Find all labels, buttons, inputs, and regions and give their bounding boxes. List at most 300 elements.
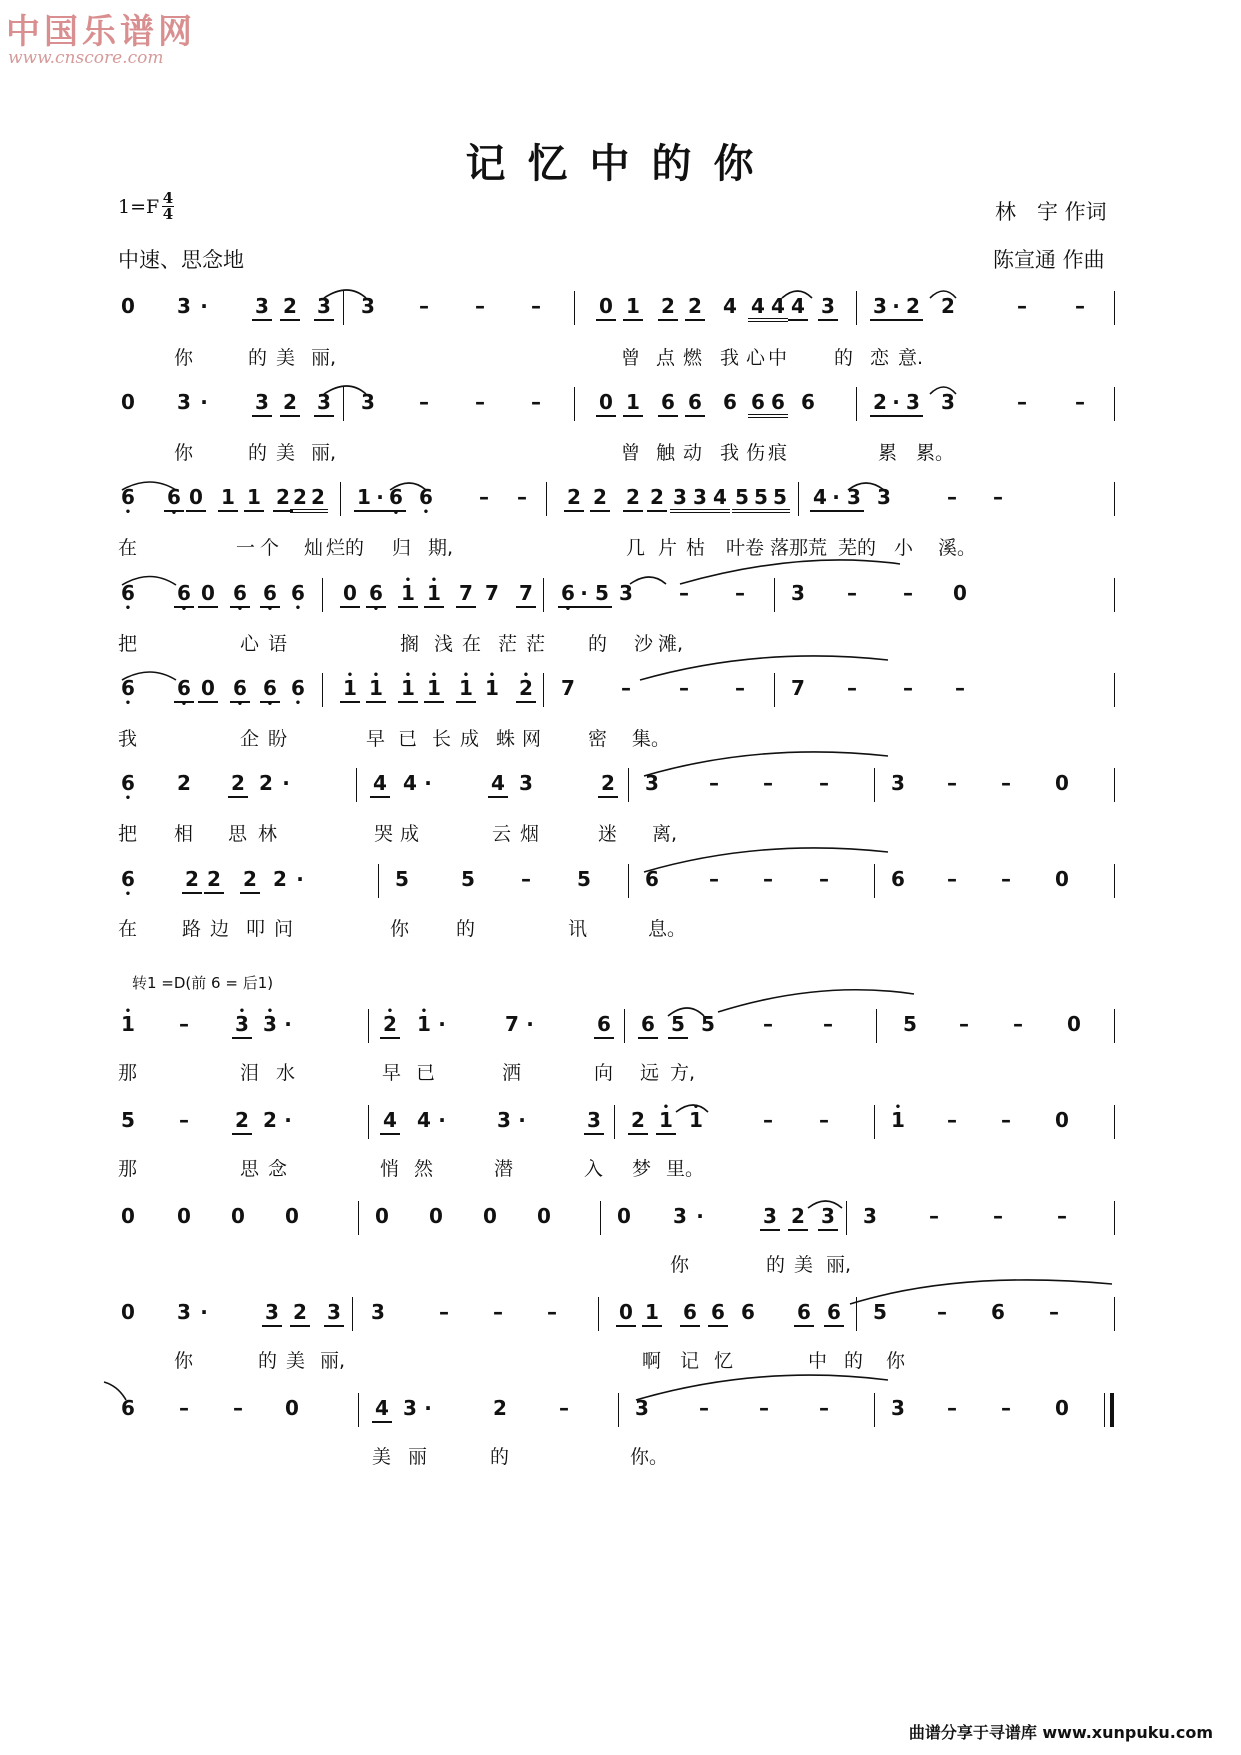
note: – [819, 1108, 829, 1132]
note: 6 [121, 1396, 135, 1420]
note: – [1075, 294, 1085, 318]
note: 1 [354, 485, 374, 512]
note: · [438, 1108, 446, 1132]
modulation-marking: 转1 =D(前 6 = 后1) [132, 974, 274, 992]
note: – [679, 581, 689, 605]
note: 6 [768, 390, 788, 418]
note: – [763, 867, 773, 891]
note: • 1 [888, 1108, 908, 1132]
note: 0 [1055, 867, 1069, 891]
note: 1 [623, 390, 643, 417]
note: · [200, 1300, 208, 1324]
lyric: 你 [390, 918, 410, 940]
lyric: 丽, [826, 1254, 852, 1276]
note: 3 [690, 485, 710, 513]
lyric: 茫 [526, 633, 546, 655]
note: • 1 [424, 676, 444, 703]
note: 2 [647, 485, 667, 512]
lyric: 相 [174, 823, 194, 845]
note: 5 [577, 867, 591, 891]
note: 5 [395, 867, 409, 891]
composer-credit: 陈宣通 作曲 [993, 248, 1105, 272]
note: • 1 [366, 676, 386, 703]
note: · [438, 1012, 446, 1036]
slur [930, 291, 956, 298]
note: – [959, 1012, 969, 1036]
note: • 1 [656, 1108, 676, 1135]
note: – [233, 1396, 243, 1420]
lyric: 中 [808, 1350, 828, 1372]
note: 6 [638, 1012, 658, 1039]
note: – [1001, 771, 1011, 795]
note: 1 [244, 485, 264, 512]
lyric: 盼 [268, 728, 288, 750]
note: 3 [584, 1108, 604, 1135]
note: 6 [685, 390, 705, 417]
note: 7 [505, 1012, 519, 1036]
note: · [282, 771, 290, 795]
lyric: 心 [746, 347, 766, 369]
note: 0 [429, 1204, 443, 1228]
lyric: 思 [240, 1158, 260, 1180]
slur [644, 752, 888, 776]
note: – [679, 676, 689, 700]
lyric: 潜 [494, 1158, 514, 1180]
lyric: 燃 [683, 347, 703, 369]
lyric: 边 [210, 918, 230, 940]
note: – [1075, 390, 1085, 414]
note: – [493, 1300, 503, 1324]
note: 3 [497, 1108, 511, 1132]
note: 6 [794, 1300, 814, 1327]
note: 3 [252, 390, 272, 417]
lyric: 网 [522, 728, 542, 750]
slur [122, 577, 176, 586]
note: 3 [252, 294, 272, 321]
note: 0 [340, 581, 360, 608]
slur [808, 1201, 842, 1208]
slur [630, 577, 666, 584]
slur [324, 386, 366, 394]
note: 6 • [366, 581, 386, 608]
note: 0 [121, 1300, 135, 1324]
note: 6 • [558, 581, 578, 608]
note: – [479, 485, 489, 509]
note: • 1 [340, 676, 360, 703]
note: · [200, 390, 208, 414]
note: – [955, 676, 965, 700]
lyric: 你 [174, 1350, 194, 1372]
note: 0 [596, 390, 616, 417]
note: – [1001, 867, 1011, 891]
note: 6 • [164, 485, 184, 512]
note: 3 [891, 771, 905, 795]
note: 5 [592, 581, 612, 608]
note: 6 [708, 1300, 728, 1327]
lyric: 叩 [246, 918, 266, 940]
note: 2 [232, 1108, 252, 1135]
note: 6 • [118, 485, 138, 509]
slur [104, 1382, 126, 1400]
note: – [559, 1396, 569, 1420]
note: 3 [361, 390, 375, 414]
lyricist-credit: 林 宇 作词 [995, 200, 1107, 224]
note: 3 [361, 294, 375, 318]
lyric: 美 [276, 347, 296, 369]
note: • 2 [380, 1012, 400, 1039]
note: 5 [461, 867, 475, 891]
note: – [1013, 1012, 1023, 1036]
slur [640, 656, 888, 680]
lyric: 你 [670, 1254, 690, 1276]
note: 0 [1067, 1012, 1081, 1036]
lyric: 念 [268, 1158, 288, 1180]
note: 7 [516, 581, 536, 608]
note: – [475, 294, 485, 318]
slur [848, 483, 884, 490]
lyric: 路 [182, 918, 202, 940]
note: 2 [182, 867, 202, 894]
note: – [819, 867, 829, 891]
note: – [1057, 1204, 1067, 1228]
note: 4 [810, 485, 830, 512]
lyric: 丽 [408, 1446, 428, 1468]
note: 4 [788, 294, 808, 321]
note: 6 • [386, 485, 406, 512]
note: 0 [616, 1300, 636, 1327]
note: – [993, 1204, 1003, 1228]
note: 3 [818, 294, 838, 321]
lyric: 一 [236, 537, 256, 559]
lyric: 泪 [240, 1062, 260, 1084]
note: 0 [198, 676, 218, 703]
lyric: 滩, [658, 633, 684, 655]
note: 2 [228, 771, 248, 798]
note: 6 • [260, 676, 280, 703]
note: – [621, 676, 631, 700]
lyric: 我 [720, 347, 740, 369]
lyric: 烟 [520, 823, 540, 845]
note: 2 [263, 1108, 277, 1132]
note: – [709, 867, 719, 891]
lyric: 的 [258, 1350, 278, 1372]
lyric: 你。 [630, 1446, 669, 1468]
lyric: 归 [392, 537, 412, 559]
note: 6 • [416, 485, 436, 509]
slur [668, 1008, 704, 1016]
note: 6 • [118, 676, 138, 700]
note: 6 • [174, 581, 194, 608]
note: – [1001, 1108, 1011, 1132]
note: 2 [273, 485, 293, 512]
note: • 1 [424, 581, 444, 608]
note: 0 [121, 1204, 135, 1228]
time-bottom: 4 [162, 205, 174, 223]
note: 6 [991, 1300, 1005, 1324]
note: · [296, 867, 304, 891]
note: • 1 [398, 676, 418, 703]
lyric: 你 [886, 1350, 906, 1372]
note: 2 [280, 390, 300, 417]
note: 0 [375, 1204, 389, 1228]
note: 3 [635, 1396, 649, 1420]
lyric: 在 [118, 918, 138, 940]
lyric: 美 [276, 442, 296, 464]
slur [850, 1280, 1112, 1304]
lyric: 累 [878, 442, 898, 464]
lyric: 搁 [400, 633, 420, 655]
lyric: 痕 [768, 442, 788, 464]
note: 1 [642, 1300, 662, 1327]
note: 0 [1055, 1396, 1069, 1420]
note: 6 • [174, 676, 194, 703]
lyric: 丽, [320, 1350, 346, 1372]
lyric: 片 [658, 537, 678, 559]
note: 4 [372, 1396, 392, 1423]
lyric: 讯 [568, 918, 588, 940]
note: 0 [483, 1204, 497, 1228]
note: 3 [403, 1396, 417, 1420]
lyric: 在 [462, 633, 482, 655]
lyric: 中 [768, 347, 788, 369]
key-signature: 1=F [118, 196, 160, 218]
note: 4 [370, 771, 390, 798]
slur [644, 848, 888, 872]
note: 6 [741, 1300, 755, 1324]
note: • 2 [516, 676, 536, 703]
lyric: 曾 [621, 347, 641, 369]
note: – [947, 485, 957, 509]
note: 6 • [118, 867, 138, 891]
lyric: 向 [594, 1062, 614, 1084]
note: 6 [723, 390, 737, 414]
note: – [903, 581, 913, 605]
note: 0 [1055, 771, 1069, 795]
note: – [847, 676, 857, 700]
note: 2 [628, 1108, 648, 1135]
note: – [759, 1396, 769, 1420]
note: – [419, 390, 429, 414]
note: – [735, 676, 745, 700]
slur [676, 1105, 708, 1112]
note: 3 [645, 771, 659, 795]
lyric: 意. [898, 347, 924, 369]
note: 2 [903, 294, 923, 321]
note: – [439, 1300, 449, 1324]
lyric: 成 [400, 823, 420, 845]
note: 0 [177, 1204, 191, 1228]
note: • 3 [260, 1012, 280, 1036]
note: 5 [121, 1108, 135, 1132]
lyric: 企 [240, 728, 260, 750]
page-title: 记忆中的你 [465, 141, 776, 187]
note: 0 [121, 294, 135, 318]
note: 7 [456, 581, 476, 608]
lyric: 丽, [311, 347, 337, 369]
lyric: 洒 [502, 1062, 522, 1084]
lyric: 溪。 [938, 537, 977, 559]
lyric: 离, [652, 823, 678, 845]
note: – [947, 867, 957, 891]
note: 2 [590, 485, 610, 512]
note: · [370, 485, 390, 512]
note: – [179, 1012, 189, 1036]
note: – [531, 294, 541, 318]
note: 0 [596, 294, 616, 321]
note: – [929, 1204, 939, 1228]
note: – [531, 390, 541, 414]
lyric: 入 [584, 1158, 604, 1180]
note: – [847, 581, 857, 605]
note: – [993, 485, 1003, 509]
lyric: 期, [428, 537, 454, 559]
lyric: 美 [794, 1254, 814, 1276]
note: 6 [594, 1012, 614, 1039]
lyric: 你 [174, 442, 194, 464]
note: · [574, 581, 594, 608]
lyric: 动 [683, 442, 703, 464]
lyric: 把 [118, 823, 138, 845]
note: 3 [314, 294, 334, 321]
note: 3 [877, 485, 891, 509]
lyric: 我 [720, 442, 740, 464]
note: 0 [231, 1204, 245, 1228]
note: 1 [623, 294, 643, 321]
lyric: 问 [274, 918, 294, 940]
note: – [937, 1300, 947, 1324]
lyric: 丽, [311, 442, 337, 464]
note: – [947, 1108, 957, 1132]
lyric: 几 [626, 537, 646, 559]
note: · [284, 1012, 292, 1036]
note: – [763, 1108, 773, 1132]
note: 3 [891, 1396, 905, 1420]
note: 4 [417, 1108, 431, 1132]
note: 4 [403, 771, 417, 795]
slur [680, 560, 900, 584]
lyric: 啊 [642, 1350, 662, 1372]
note: 4 [748, 294, 768, 322]
note: 0 [617, 1204, 631, 1228]
note: 3 [863, 1204, 877, 1228]
note: – [517, 485, 527, 509]
note: 2 [290, 485, 310, 513]
note: 5 [732, 485, 752, 513]
note: 2 [941, 294, 955, 318]
note: 3 [818, 1204, 838, 1231]
note: 0 [285, 1396, 299, 1420]
note: 3 [314, 390, 334, 417]
note: · [518, 1108, 526, 1132]
slur [718, 990, 914, 1012]
note: • 3 [232, 1012, 252, 1039]
lyric: 个 [260, 537, 280, 559]
note: 0 [1055, 1108, 1069, 1132]
note: • 1 [414, 1012, 434, 1036]
note: 2 [623, 485, 643, 512]
time-top: 4 [162, 189, 174, 207]
note: • 1 [456, 676, 476, 703]
note: – [179, 1108, 189, 1132]
note: 1 [218, 485, 238, 512]
note: · [886, 294, 906, 321]
lyric: 你 [174, 347, 194, 369]
lyric: 茫 [498, 633, 518, 655]
note: 5 [873, 1300, 887, 1324]
lyric: 美 [286, 1350, 306, 1372]
note: 6 [824, 1300, 844, 1327]
lyric: 蛛 [496, 728, 516, 750]
note: · [284, 1108, 292, 1132]
note: 6 [748, 390, 768, 418]
note: 2 [273, 867, 287, 891]
lyric: 的 [248, 347, 268, 369]
note: 3 [177, 1300, 191, 1324]
lyric: 把 [118, 633, 138, 655]
lyric: 芜的 [838, 537, 877, 559]
note: 5 [903, 1012, 917, 1036]
note: – [819, 1396, 829, 1420]
note: 0 [537, 1204, 551, 1228]
lyric: 记 [680, 1350, 700, 1372]
note: – [763, 771, 773, 795]
note: 7 [791, 676, 805, 700]
note: 2 [598, 771, 618, 798]
lyric: 林 [258, 823, 278, 845]
note: 6 • [288, 581, 308, 605]
note: – [735, 581, 745, 605]
note: 7 [485, 581, 499, 605]
note: 3 [670, 485, 690, 513]
note: 0 [121, 390, 135, 414]
note: 3 [903, 390, 923, 417]
lyric: 落那荒 [770, 537, 828, 559]
lyric: 的 [844, 1350, 864, 1372]
note: 5 [701, 1012, 715, 1036]
lyric: 浅 [434, 633, 454, 655]
lyric: 那 [118, 1062, 138, 1084]
lyric: 的 [248, 442, 268, 464]
lyric: 集。 [632, 728, 671, 750]
lyric: 的 [834, 347, 854, 369]
lyric: 恋 [870, 347, 890, 369]
note: 6 • [288, 676, 308, 700]
tempo-marking: 中速、思念地 [118, 248, 244, 272]
note: – [1049, 1300, 1059, 1324]
note: 2 [870, 390, 890, 417]
note: 4 [380, 1108, 400, 1135]
note: 2 [204, 867, 224, 894]
lyric: 点 [656, 347, 676, 369]
note: · [200, 294, 208, 318]
lyric: 云 [492, 823, 512, 845]
lyric: 美 [372, 1446, 392, 1468]
note: 2 [564, 485, 584, 512]
note: 5 [668, 1012, 688, 1039]
note: 3 [177, 390, 191, 414]
lyric: 心 [240, 633, 260, 655]
lyric: 叶卷 [726, 537, 765, 559]
note: 6 • [260, 581, 280, 608]
lyric: 我 [118, 728, 138, 750]
lyric: 早 [382, 1062, 402, 1084]
note: 4 [723, 294, 737, 318]
note: · [696, 1204, 704, 1228]
lyric: 已 [398, 728, 418, 750]
note: – [419, 294, 429, 318]
lyric: 早 [366, 728, 386, 750]
note: · [424, 1396, 432, 1420]
